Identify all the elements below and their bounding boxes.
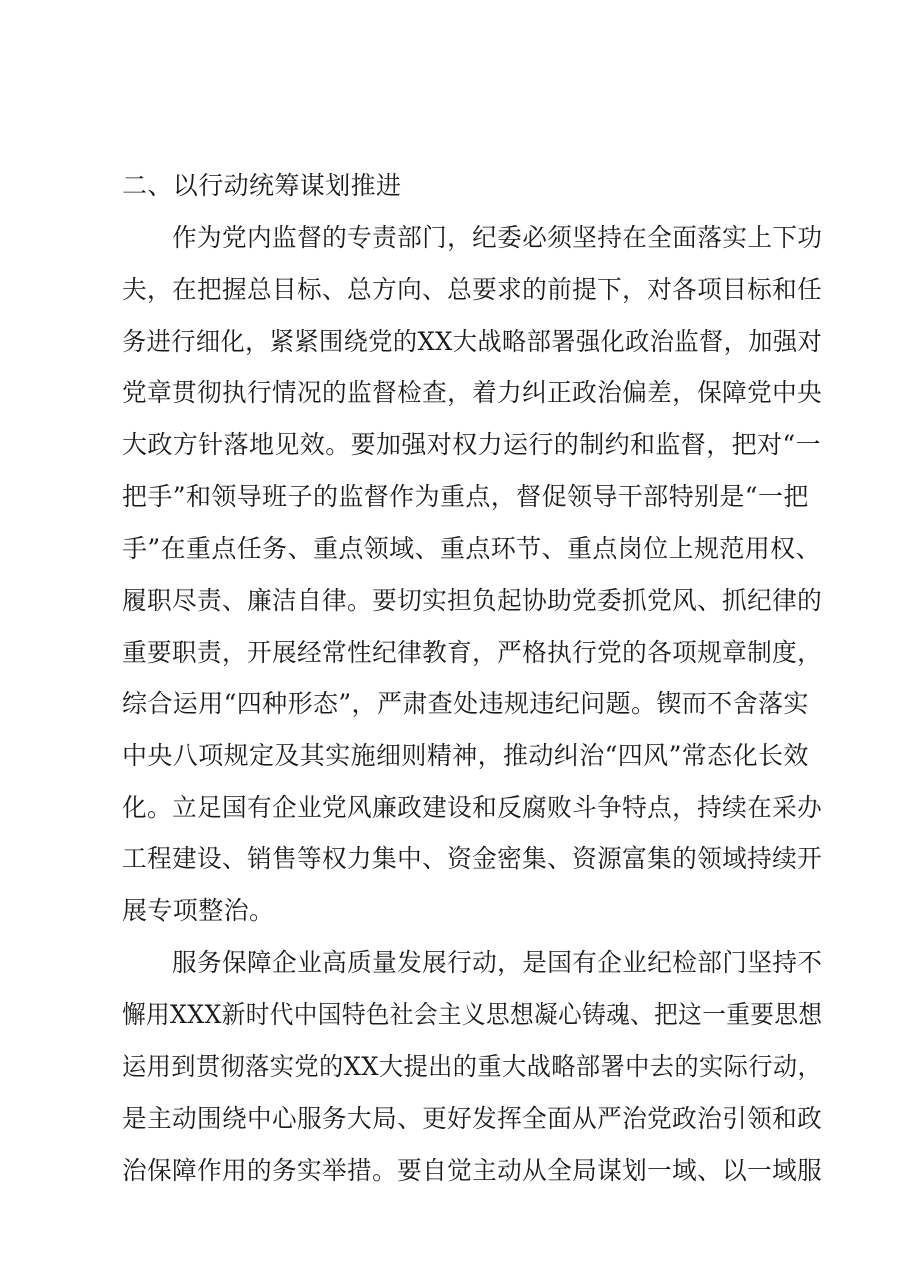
paragraph-2-line: 是主动围绕中心服务大局、更好发挥全面从严治党政治引领和政	[122, 1104, 823, 1133]
paragraph-1-line: 履职尽责、廉洁自律。要切实担负起协助党委抓党风、抓纪律的	[122, 586, 823, 615]
paragraph-1-line: 重要职责，开展经常性纪律教育，严格执行党的各项规章制度，	[122, 638, 823, 667]
paragraph-1-line: 大政方针落地见效。要加强对权力运行的制约和监督，把对“一	[122, 430, 821, 459]
paragraph-1-line: 工程建设、销售等权力集中、资金密集、资源富集的领域持续开	[122, 844, 823, 873]
paragraph-1-line: 综合运用“四种形态”，严肃查处违规违纪问题。锲而不舍落实	[122, 689, 809, 718]
paragraph-1-line: 作为党内监督的专责部门，纪委必须坚持在全面落实上下功	[172, 223, 823, 252]
paragraph-1-line: 化。立足国有企业党风廉政建设和反腐败斗争特点，持续在采办	[122, 793, 823, 822]
paragraph-2-line: 运用到贯彻落实党的XX大提出的重大战略部署中去的实际行动，	[122, 1052, 823, 1081]
paragraph-1-line: 把手”和领导班子的监督作为重点，督促领导干部特别是“一把	[122, 482, 809, 511]
section-heading: 二、以行动统筹谋划推进	[122, 171, 402, 200]
paragraph-1-line: 手”在重点任务、重点领域、重点环节、重点岗位上规范用权、	[122, 534, 821, 563]
paragraph-2-line: 懈用XXX新时代中国特色社会主义思想凝心铸魂、把这一重要思想	[122, 1000, 823, 1029]
paragraph-1-line: 中央八项规定及其实施细则精神，推动纠治“四风”常态化长效	[122, 741, 809, 770]
paragraph-1-line: 务进行细化，紧紧围绕党的XX大战略部署强化政治监督，加强对	[122, 327, 823, 356]
paragraph-2-line: 服务保障企业高质量发展行动，是国有企业纪检部门坚持不	[172, 948, 823, 977]
paragraph-1-line: 党章贯彻执行情况的监督检查，着力纠正政治偏差，保障党中央	[122, 378, 823, 407]
paragraph-2-line: 治保障作用的务实举措。要自觉主动从全局谋划一域、以一域服	[122, 1156, 823, 1185]
paragraph-1-line: 夫，在把握总目标、总方向、总要求的前提下，对各项目标和任	[122, 275, 823, 304]
paragraph-1-line: 展专项整治。	[122, 896, 275, 925]
